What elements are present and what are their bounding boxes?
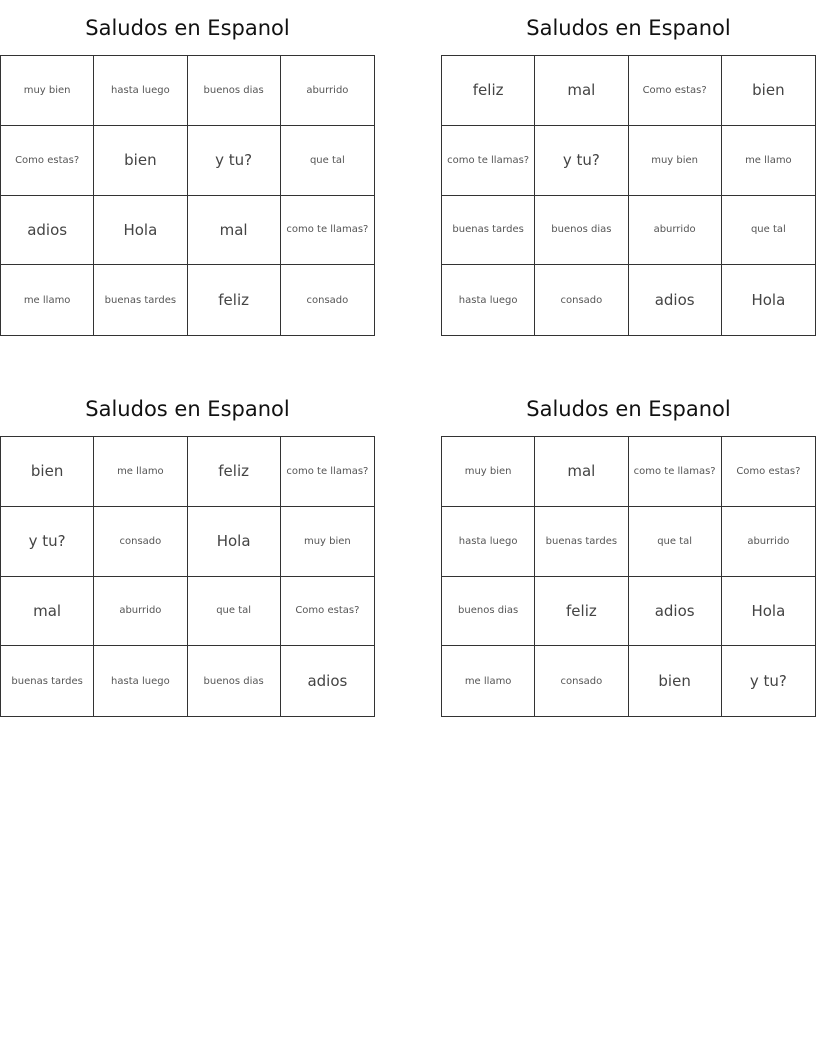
bingo-cell: me llamo <box>722 126 815 196</box>
bingo-cell: hasta luego <box>442 265 535 335</box>
bingo-grid <box>0 55 375 336</box>
bingo-cell: Hola <box>722 577 815 647</box>
bingo-cell: muy bien <box>281 507 374 577</box>
bingo-cell: me llamo <box>1 265 94 335</box>
bingo-cell: buenas tardes <box>442 196 535 266</box>
bingo-cell: Hola <box>751 291 786 310</box>
bingo-cell: hasta luego <box>442 507 535 577</box>
bingo-cell: bien <box>1 437 94 507</box>
bingo-cell: consado <box>535 646 628 716</box>
bingo-cell: buenos dias <box>442 577 535 647</box>
bingo-cell: buenos dias <box>535 196 628 266</box>
bingo-cell: Hola <box>188 507 281 577</box>
bingo-cell: Como estas? <box>722 437 815 507</box>
bingo-cell: muy bien <box>1 56 94 126</box>
bingo-cell: como te llamas? <box>281 437 374 507</box>
bingo-cell: como te llamas? <box>629 437 722 507</box>
bingo-cell: y tu? <box>1 507 94 577</box>
bingo-cell: adios <box>629 265 722 335</box>
bingo-cell: hasta luego <box>94 56 187 126</box>
bingo-cell: feliz <box>188 437 281 507</box>
bingo-cell: y tu? <box>188 126 281 196</box>
bingo-cell: bien <box>94 126 187 196</box>
bingo-cell: bien <box>722 56 815 126</box>
bingo-cell: aburrido <box>722 507 815 577</box>
bingo-cell: adios <box>307 672 348 691</box>
bingo-cell: bien <box>629 646 722 716</box>
bingo-cell: buenos dias <box>188 56 281 126</box>
bingo-cell: buenas tardes <box>535 507 628 577</box>
bingo-cell: que tal <box>188 577 281 647</box>
bingo-cell: como te llamas? <box>281 196 374 266</box>
bingo-cell: Como estas? <box>1 126 94 196</box>
bingo-grid <box>0 436 375 717</box>
bingo-cell: Como estas? <box>281 577 374 647</box>
bingo-cell: aburrido <box>281 56 374 126</box>
bingo-cell: que tal <box>629 507 722 577</box>
bingo-cell: aburrido <box>629 196 722 266</box>
bingo-cell: mal <box>1 577 94 647</box>
bingo-cell: mal <box>188 196 281 266</box>
bingo-cell: que tal <box>281 126 374 196</box>
bingo-cell: adios <box>629 577 722 647</box>
bingo-cell: hasta luego <box>94 646 187 716</box>
bingo-cell: muy bien <box>629 126 722 196</box>
bingo-cell: feliz <box>442 56 535 126</box>
bingo-cell: que tal <box>722 196 815 266</box>
bingo-cell: mal <box>535 56 628 126</box>
bingo-cell: Hola <box>94 196 187 266</box>
bingo-cell: buenas tardes <box>1 646 94 716</box>
bingo-cell: adios <box>1 196 94 266</box>
bingo-cell: consado <box>535 265 628 335</box>
bingo-cell: feliz <box>535 577 628 647</box>
bingo-grid <box>441 436 816 717</box>
bingo-cell: como te llamas? <box>442 126 535 196</box>
bingo-cell: feliz <box>188 265 281 335</box>
bingo-cell: aburrido <box>94 577 187 647</box>
bingo-cell: mal <box>535 437 628 507</box>
card-title: Saludos en Espanol <box>85 16 290 40</box>
bingo-cell: me llamo <box>94 437 187 507</box>
bingo-cell: y tu? <box>535 126 628 196</box>
card-title: Saludos en Espanol <box>526 397 731 421</box>
bingo-cell: buenos dias <box>188 646 281 716</box>
bingo-cell: y tu? <box>749 672 787 691</box>
bingo-cell: consado <box>94 507 187 577</box>
card-title: Saludos en Espanol <box>526 16 731 40</box>
card-title: Saludos en Espanol <box>85 397 290 421</box>
bingo-cell: Como estas? <box>629 56 722 126</box>
bingo-grid <box>441 55 816 336</box>
bingo-cell: muy bien <box>442 437 535 507</box>
bingo-cell: buenas tardes <box>94 265 187 335</box>
bingo-cell: me llamo <box>442 646 535 716</box>
bingo-cell: consado <box>306 294 349 306</box>
